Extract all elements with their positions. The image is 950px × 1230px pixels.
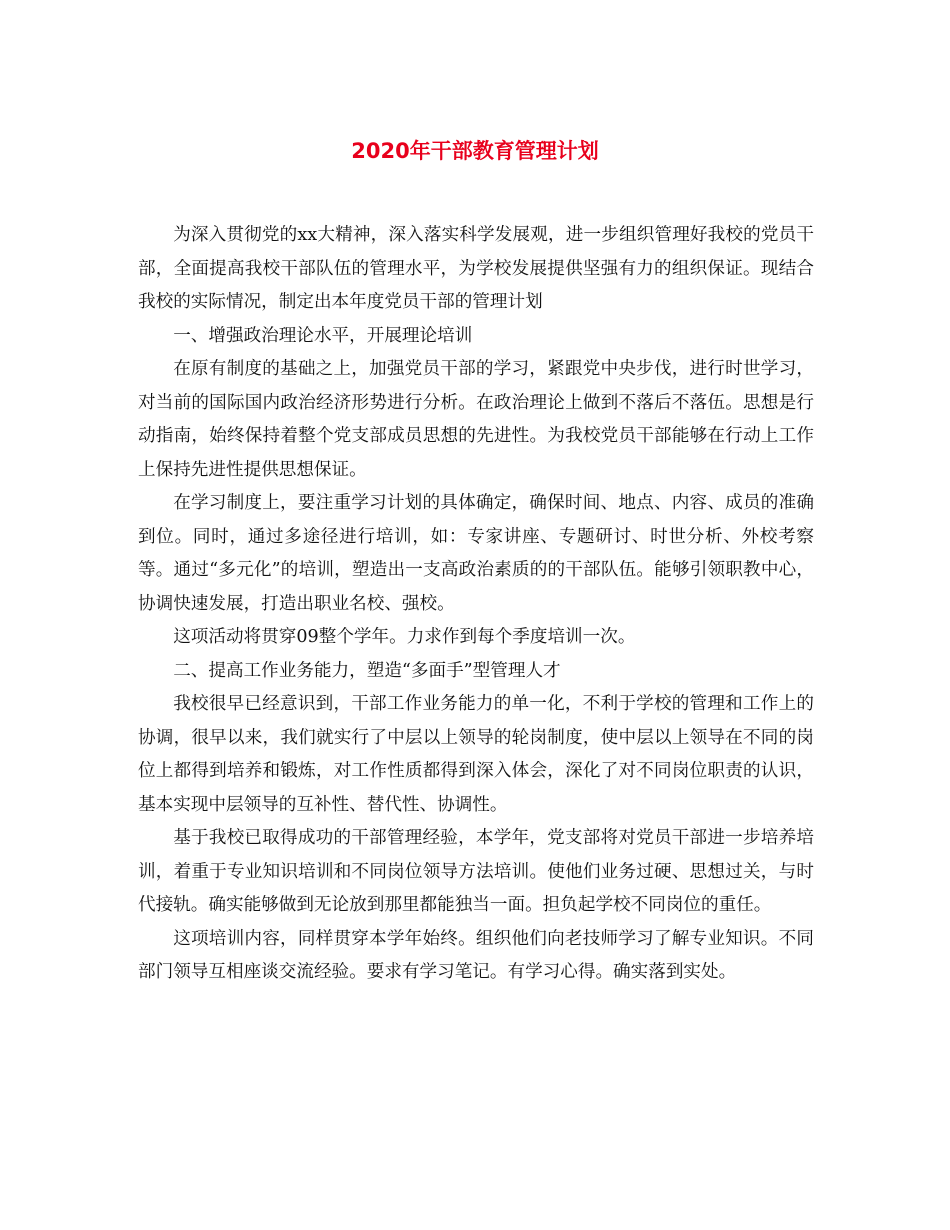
paragraph: 我校很早已经意识到，干部工作业务能力的单一化，不利于学校的管理和工作上的协调，很早以来，我们就实行了中层以上领导的轮岗制度，使中层以上领导在不同的岗位上都得到培养和锻炼，对工作性质都得到深入体会，深化了对不同岗位职责的认识，基本实现中层领导的互补性、替代性、协调性。 [138,694,814,815]
paragraph: 基于我校已取得成功的干部管理经验，本学年，党支部将对党员干部进一步培养培训，着重于专业知识培训和不同岗位领导方法培训。使他们业务过硬、思想过关，与时代接轨。确实能够做到无论放到那里都能独当一面。担负起学校不同岗位的重任。 [138,828,814,915]
document-title: 2020年干部教育管理计划 [351,139,599,163]
paragraph: 在原有制度的基础之上，加强党员干部的学习，紧跟党中央步伐，进行时世学习，对当前的国际国内政治经济形势进行分析。在政治理论上做到不落后不落伍。思想是行动指南，始终保持着整个党支部成员思想的先进性。为我校党员干部能够在行动上工作上保持先进性提供思想保证。 [138,359,814,480]
document-body [138,219,814,990]
section-heading-1: 一、增强政治理论水平，开展理论培训 [173,325,473,346]
paragraph-intro: 为深入贯彻党的xx大精神，深入落实科学发展观，进一步组织管理好我校的党员干部，全面提高我校干部队伍的管理水平，为学校发展提供坚强有力的组织保证。现结合我校的实际情况，制定出本年度党员干部的管理计划 [138,225,814,312]
paragraph: 这项活动将贯穿09整个学年。力求作到每个季度培训一次。 [173,627,636,647]
paragraph: 这项培训内容，同样贯穿本学年始终。组织他们向老技师学习了解专业知识。不同部门领导互相座谈交流经验。要求有学习笔记。有学习心得。确实落到实处。 [138,928,814,982]
section-heading-2: 二、提高工作业务能力，塑造“多面手”型管理人才 [173,660,561,681]
paragraph: 在学习制度上，要注重学习计划的具体确定，确保时间、地点、内容、成员的准确到位。同时，通过多途径进行培训，如：专家讲座、专题研讨、时世分析、外校考察等。通过“多元化”的培训，塑造出一支高政治素质的的干部队伍。能够引领职教中心，协调快速发展，打造出职业名校、强校。 [138,493,814,614]
